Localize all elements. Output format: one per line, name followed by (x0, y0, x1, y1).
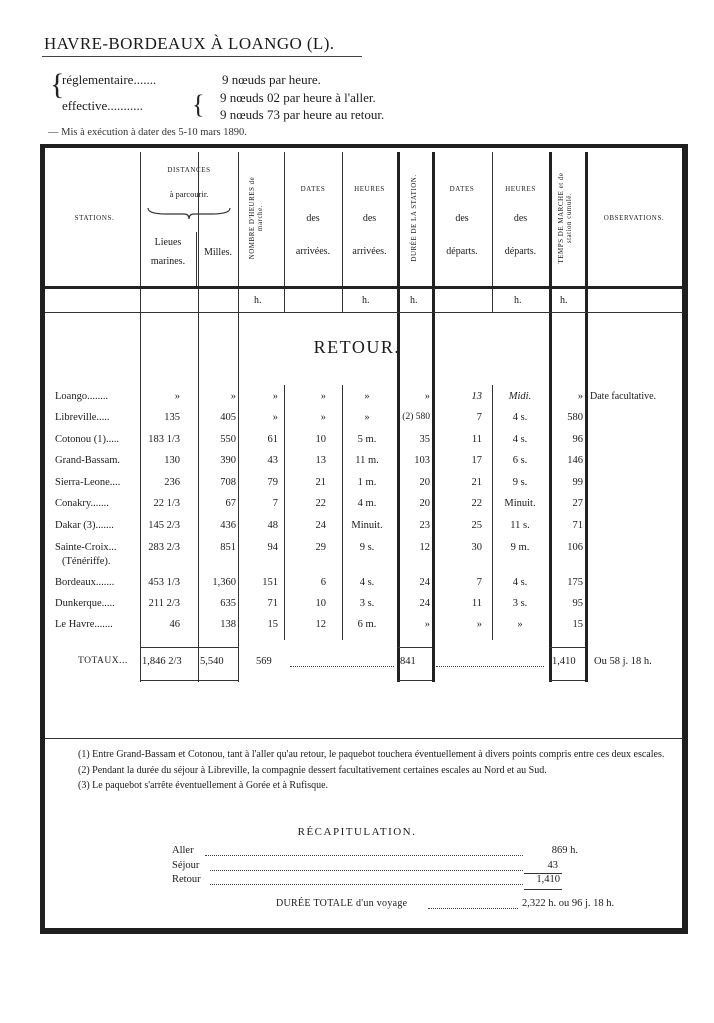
col-line-10 (585, 152, 588, 682)
recap-title: RÉCAPITULATION. (297, 826, 417, 838)
totals-leader-1 (290, 666, 394, 667)
totals-duree: 841 (400, 656, 416, 667)
row-9-heures-marche: 151 (262, 577, 278, 588)
row-9-cumul: 175 (567, 577, 583, 588)
row-6-duree: 20 (419, 498, 430, 509)
row-1-milles: » (230, 391, 236, 402)
row-4-lieues: 130 (164, 455, 180, 466)
row-3-heure-dep: 4 s. (512, 434, 528, 445)
header-heures-arr-1: HEURES (354, 185, 385, 193)
row-11-date-arr: 12 (315, 619, 326, 630)
row-5-date-arr: 21 (315, 477, 326, 488)
row-4-heures-marche: 43 (267, 455, 278, 466)
totals-cumul: 1,410 (552, 656, 576, 667)
row-5-cumul: 99 (572, 477, 583, 488)
recap-total-label: DURÉE TOTALE d'un voyage (276, 898, 408, 909)
row-10-heures-marche: 71 (267, 598, 278, 609)
row-8-date-dep: 30 (471, 542, 482, 553)
header-dates-dep-1: DATES (449, 185, 475, 193)
row-4-cumul: 146 (567, 455, 583, 466)
row-9-heure-dep: 4 s. (512, 577, 528, 588)
totals-milles: 5,540 (200, 656, 224, 667)
unit-heures-arr: h. (362, 295, 370, 306)
row-6-station: Conakry....... (55, 498, 109, 509)
row-11-milles: 138 (220, 619, 236, 630)
row-10-cumul: 95 (572, 598, 583, 609)
totals-lieues: 1,846 2/3 (142, 656, 182, 667)
row-6-cumul: 27 (572, 498, 583, 509)
row-10-heure-arr: 3 s. (359, 598, 375, 609)
row-9-milles: 1,360 (212, 577, 236, 588)
row-1-station: Loango........ (55, 391, 109, 402)
recap-sejour-label: Séjour (172, 860, 200, 871)
recap-total-leader (428, 908, 518, 909)
row-8-heure-arr: 9 s. (359, 542, 375, 553)
execution-note: — Mis à exécution à dater des 5-10 mars 1890. (48, 127, 247, 138)
row-9-lieues: 453 1/3 (148, 577, 180, 588)
timetable-frame (40, 144, 688, 934)
row-3-station: Cotonou (1)..... (55, 434, 120, 445)
header-heures-dep-3: départs. (504, 246, 537, 257)
row-3-milles: 550 (220, 434, 236, 445)
row-8-milles: 851 (220, 542, 236, 553)
row-4-date-arr: 13 (315, 455, 326, 466)
row-2-lieues: 135 (164, 412, 180, 423)
row-2-station: Libreville..... (55, 412, 110, 423)
header-dates-dep-2: des (455, 213, 469, 224)
row-6-heure-dep: Minuit. (504, 498, 536, 509)
row-4-station: Grand-Bassam. (55, 455, 121, 466)
totals-heures-marche: 569 (256, 656, 272, 667)
totals-rule-duree (397, 647, 432, 648)
row-10-lieues: 211 2/3 (148, 598, 180, 609)
effective-brace: { (192, 90, 205, 119)
reglementaire-value: 9 nœuds par heure. (222, 72, 321, 87)
row-2-heures-marche: » (272, 412, 278, 423)
row-6-heure-arr: 4 m. (357, 498, 377, 509)
row-7-heures-marche: 48 (267, 520, 278, 531)
row-1-duree: » (424, 391, 430, 402)
header-dates-arr-3: arrivées. (295, 246, 331, 257)
header-milles: Milles. (203, 247, 233, 258)
footnote-1: (1) Entre Grand-Bassam et Cotonou, tant à l'aller qu'au retour, le paquebot touchera éventuellement à divers points compris entre ces deux escales. (78, 749, 665, 760)
row-7-lieues: 145 2/3 (148, 520, 180, 531)
row-11-duree: » (424, 619, 430, 630)
row-10-date-arr: 10 (315, 598, 326, 609)
row-7-heure-dep: 11 s. (510, 520, 530, 531)
row-2-date-dep: 7 (476, 412, 482, 423)
row-7-heure-arr: Minuit. (351, 520, 383, 531)
row-2-heure-arr: » (364, 412, 370, 423)
row-9-station: Bordeaux....... (55, 577, 115, 588)
row-8-lieues: 283 2/3 (148, 542, 180, 553)
row-10-heure-dep: 3 s. (512, 598, 528, 609)
row-11-heure-arr: 6 m. (357, 619, 377, 630)
row-2-milles: 405 (220, 412, 236, 423)
row-2-date-arr: » (320, 412, 326, 423)
row-1-date-arr: » (320, 391, 326, 402)
header-observations: OBSERVATIONS. (603, 214, 665, 222)
row-1-heures-marche: » (272, 391, 278, 402)
totals-bottom-rule-2 (397, 680, 432, 681)
units-rule (45, 312, 683, 313)
row-3-date-dep: 11 (471, 434, 482, 445)
header-temps-marche: TEMPS DE MARCHE et de station cumulé. (557, 172, 574, 264)
row-7-milles: 436 (220, 520, 236, 531)
totals-rule-distances (140, 647, 238, 648)
recap-aller-leader (205, 855, 523, 856)
totals-bottom-rule-1 (140, 680, 238, 681)
row-5-duree: 20 (419, 477, 430, 488)
row-9-date-arr: 6 (320, 577, 326, 588)
row-11-heure-dep: » (517, 619, 523, 630)
row-9-heure-arr: 4 s. (359, 577, 375, 588)
row-11-heures-marche: 15 (267, 619, 278, 630)
recap-sum-rule-bottom (524, 889, 562, 890)
recap-aller-value: 869 h. (551, 845, 578, 856)
row-7-date-arr: 24 (315, 520, 326, 531)
row-2-heure-dep: 4 s. (512, 412, 528, 423)
row-5-date-dep: 21 (471, 477, 482, 488)
row-6-lieues: 22 1/3 (153, 498, 180, 509)
header-distances: DISTANCES (167, 166, 211, 174)
row-9-date-dep: 7 (476, 577, 482, 588)
row-7-station: Dakar (3)....... (55, 520, 114, 531)
header-dates-dep-3: départs. (446, 246, 478, 257)
row-3-cumul: 96 (572, 434, 583, 445)
header-duree-station: DURÉE DE LA STATION. (410, 174, 418, 262)
totals-rule-cumul (549, 647, 585, 648)
row-10-station: Dunkerque..... (55, 598, 115, 609)
row-3-heures-marche: 61 (267, 434, 278, 445)
row-8-heure-dep: 9 m. (510, 542, 530, 553)
row-4-duree: 103 (414, 455, 430, 466)
row-5-heures-marche: 79 (267, 477, 278, 488)
effective-retour: 9 nœuds 73 par heure au retour. (220, 107, 385, 122)
row-3-date-arr: 10 (315, 434, 326, 445)
totals-observation: Ou 58 j. 18 h. (594, 656, 652, 667)
row-8-station: Sainte-Croix... (55, 542, 117, 553)
row-4-milles: 390 (220, 455, 236, 466)
row-5-heure-dep: 9 s. (512, 477, 528, 488)
row-8-cumul: 106 (567, 542, 583, 553)
row-10-milles: 635 (220, 598, 236, 609)
row-10-date-dep: 11 (471, 598, 482, 609)
row-5-lieues: 236 (164, 477, 180, 488)
row-7-date-dep: 25 (471, 520, 482, 531)
recap-retour-value: 1,410 (536, 874, 560, 885)
row-11-cumul: 15 (572, 619, 583, 630)
row-11-date-dep: » (476, 619, 482, 630)
footnotes (78, 748, 678, 795)
row-1-lieues: » (174, 391, 180, 402)
header-heures-arr-3: arrivées. (352, 246, 387, 257)
header-nombre-heures: NOMBRE D'HEURES de marche. (248, 176, 265, 260)
row-1-obs: Date facultative. (590, 391, 657, 402)
distances-subdivider (196, 232, 197, 287)
row-8-station-line2: (Ténériffe). (62, 556, 111, 567)
row-6-milles: 67 (225, 498, 236, 509)
reglementaire-label: réglementaire....... (62, 72, 157, 87)
section-heading-retour: RETOUR. (313, 337, 401, 357)
row-6-date-dep: 22 (471, 498, 482, 509)
totals-leader-2 (436, 666, 544, 667)
recap-sejour-value: 43 (547, 860, 558, 871)
left-brace: { (50, 68, 65, 101)
recap-retour-leader (210, 884, 523, 885)
row-5-station: Sierra-Leone.... (55, 477, 121, 488)
effective-aller: 9 nœuds 02 par heure à l'aller. (220, 90, 376, 105)
footnote-2: (2) Pendant la durée du séjour à Libreville, la compagnie dessert facultativement certaines escales au Nord et au Sud. (78, 764, 547, 776)
row-8-heures-marche: 94 (267, 542, 278, 553)
header-heures-dep-1: HEURES (505, 185, 536, 193)
row-1-date-dep: 13 (471, 391, 482, 402)
row-3-lieues: 183 1/3 (148, 434, 180, 445)
footnotes-rule (45, 738, 683, 739)
header-dates-arr-2: des (306, 213, 320, 224)
row-11-station: Le Havre....... (55, 619, 113, 630)
row-11-lieues: 46 (169, 619, 180, 630)
row-3-duree: 35 (419, 434, 430, 445)
distances-brace (146, 206, 232, 220)
unit-duree: h. (410, 295, 418, 306)
row-5-heure-arr: 1 m. (357, 477, 377, 488)
header-distances-sub: à parcourir. (169, 189, 209, 199)
recap-total-value: 2,322 h. ou 96 j. 18 h. (522, 898, 615, 909)
row-8-duree: 12 (419, 542, 430, 553)
unit-cumul: h. (560, 295, 568, 306)
row-1-cumul: » (577, 391, 583, 402)
title-underline (42, 56, 362, 57)
row-6-heures-marche: 7 (272, 498, 278, 509)
row-3-heure-arr: 5 m. (357, 434, 377, 445)
row-8-date-arr: 29 (315, 542, 326, 553)
row-7-cumul: 71 (572, 520, 583, 531)
effective-label: effective........... (62, 98, 143, 113)
row-2-cumul: 580 (567, 412, 583, 423)
row-9-duree: 24 (419, 577, 430, 588)
row-10-duree: 24 (419, 598, 430, 609)
totals-bottom-rule-3 (549, 680, 585, 681)
row-2-duree: (2) 580 (402, 412, 430, 422)
row-1-heure-arr: » (364, 391, 370, 402)
row-4-date-dep: 17 (471, 455, 482, 466)
row-4-heure-dep: 6 s. (512, 455, 528, 466)
footnote-3: (3) Le paquebot s'arrête éventuellement à Gorée et à Rufisque. (78, 780, 329, 791)
header-stations: STATIONS. (74, 214, 115, 222)
header-lieues: Lieues marines. (150, 237, 186, 267)
totals-label: TOTAUX... (78, 656, 128, 666)
header-rule (45, 286, 683, 289)
unit-heures-marche: h. (254, 295, 262, 306)
recap-sejour-leader (210, 870, 523, 871)
unit-heures-dep: h. (514, 295, 522, 306)
row-4-heure-arr: 11 m. (355, 455, 379, 466)
header-heures-arr-2: des (362, 213, 377, 224)
row-5-milles: 708 (220, 477, 236, 488)
recap-retour-label: Retour (172, 874, 201, 885)
header-heures-dep-2: des (513, 213, 528, 224)
header-dates-arr-1: DATES (300, 185, 326, 193)
recap-aller-label: Aller (172, 845, 194, 856)
row-6-date-arr: 22 (315, 498, 326, 509)
document-title: HAVRE-BORDEAUX À LOANGO (L). (44, 34, 335, 53)
row-1-heure-dep: Midi. (508, 391, 532, 402)
row-7-duree: 23 (419, 520, 430, 531)
